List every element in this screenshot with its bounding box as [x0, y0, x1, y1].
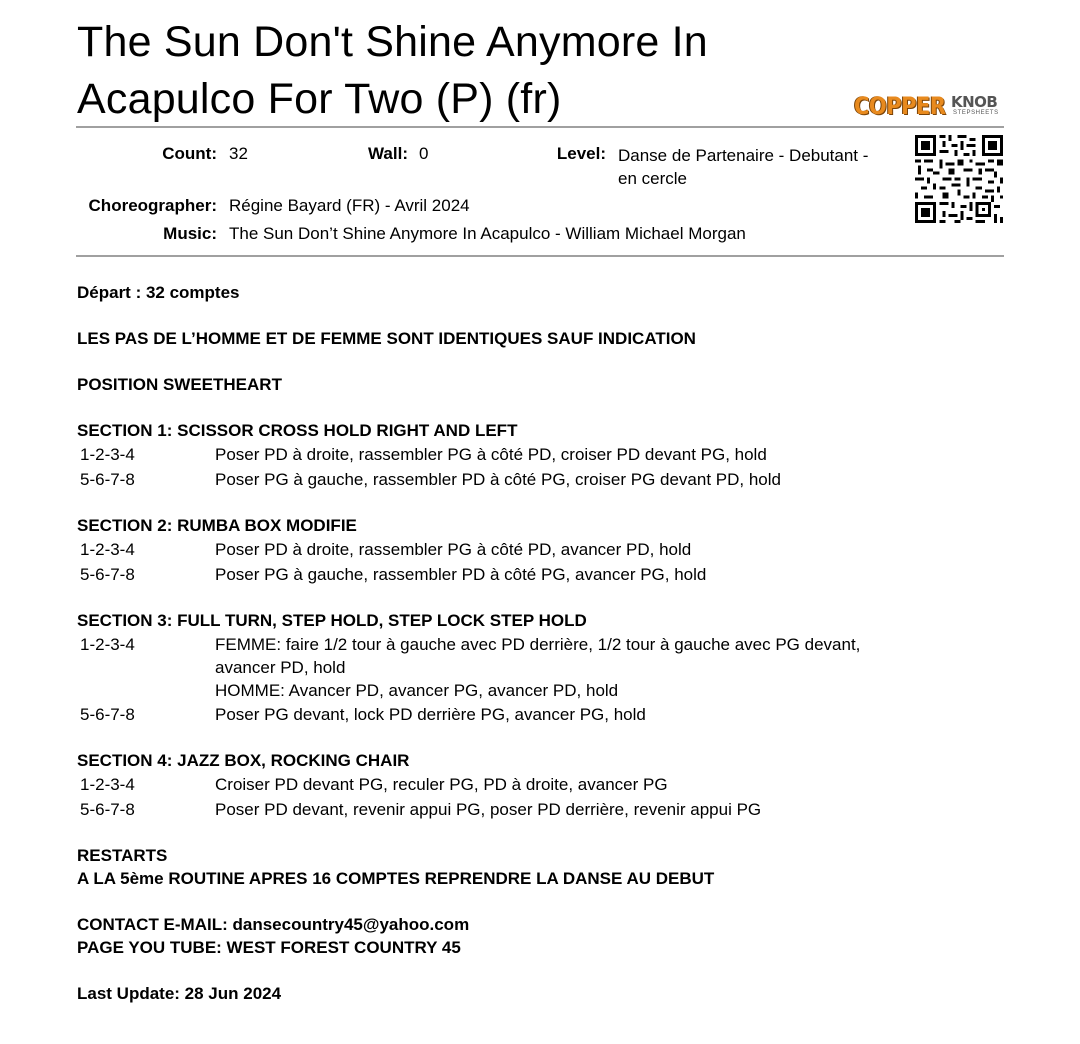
- level-line-2: en cercle: [618, 169, 687, 188]
- restarts-text: A LA 5ème ROUTINE APRES 16 COMPTES REPRENDRE LA DANSE AU DEBUT: [77, 869, 715, 888]
- intro-note: LES PAS DE L’HOMME ET DE FEMME SONT IDENTIQUES SAUF INDICATION: [77, 329, 696, 348]
- section-title: SECTION 2: RUMBA BOX MODIFIE: [77, 516, 357, 535]
- step-count: 5-6-7-8: [80, 470, 135, 489]
- step-count: 5-6-7-8: [80, 800, 135, 819]
- section: [77, 609, 997, 749]
- step-line: Poser PG à gauche, rassembler PD à côté PG, croiser PG devant PD, hold: [215, 470, 781, 489]
- step-count: 5-6-7-8: [80, 565, 135, 584]
- count-label: Count:: [162, 144, 217, 163]
- step-row: [77, 562, 997, 587]
- step-line: avancer PD, hold: [215, 658, 346, 677]
- step-row: [77, 537, 997, 562]
- copperknob-logo[interactable]: [854, 92, 1004, 120]
- logo-copper-text: COPPER: [854, 92, 946, 120]
- step-row: [77, 772, 997, 797]
- section-title: SECTION 4: JAZZ BOX, ROCKING CHAIR: [77, 751, 410, 770]
- step-count: 1-2-3-4: [80, 540, 135, 559]
- section-title: SECTION 3: FULL TURN, STEP HOLD, STEP LOCK STEP HOLD: [77, 611, 587, 630]
- section: [77, 419, 997, 514]
- step-count: 1-2-3-4: [80, 445, 135, 464]
- step-line: Poser PD devant, revenir appui PG, poser PD derrière, revenir appui PG: [215, 800, 762, 819]
- step-count: 5-6-7-8: [80, 705, 135, 724]
- music-label: Music:: [163, 224, 217, 243]
- sections-list: [77, 419, 997, 844]
- step-line: Poser PG à gauche, rassembler PD à côté PG, avancer PG, hold: [215, 565, 707, 584]
- last-update: Last Update: 28 Jun 2024: [77, 984, 282, 1003]
- step-row: [77, 467, 997, 492]
- step-line: Poser PG devant, lock PD derrière PG, avancer PG, hold: [215, 705, 646, 724]
- music-value: The Sun Don’t Shine Anymore In Acapulco - William Michael Morgan: [229, 224, 746, 243]
- section: [77, 514, 997, 609]
- contact-email: CONTACT E-MAIL: dansecountry45@yahoo.com: [77, 915, 470, 934]
- logo-tagline: STEPSHEETS: [953, 110, 999, 116]
- step-description: [215, 562, 997, 587]
- step-description: [215, 442, 997, 467]
- step-row: [77, 442, 997, 467]
- step-description: [215, 772, 997, 797]
- step-line: FEMME: faire 1/2 tour à gauche avec PD derrière, 1/2 tour à gauche avec PG devant,: [215, 635, 861, 654]
- section-title: SECTION 1: SCISSOR CROSS HOLD RIGHT AND LEFT: [77, 421, 518, 440]
- logo-knob-text: KNOB: [951, 93, 998, 111]
- wall-value: 0: [419, 144, 429, 163]
- step-count: 1-2-3-4: [80, 635, 135, 654]
- header-divider: [76, 126, 1004, 128]
- step-description: [215, 467, 997, 492]
- step-line: Poser PD à droite, rassembler PG à côté PD, croiser PD devant PG, hold: [215, 445, 767, 464]
- step-line: Croiser PD devant PG, reculer PG, PD à droite, avancer PG: [215, 775, 668, 794]
- step-row: [77, 797, 997, 822]
- count-value: 32: [229, 144, 248, 163]
- level-value: [618, 144, 868, 190]
- restarts-title: RESTARTS: [77, 846, 168, 865]
- step-description: [215, 702, 997, 727]
- step-row: [77, 702, 997, 727]
- choreographer-value: Régine Bayard (FR) - Avril 2024: [229, 196, 470, 215]
- wall-label: Wall:: [368, 144, 408, 163]
- choreographer-label: Choreographer:: [88, 196, 217, 215]
- step-count: 1-2-3-4: [80, 775, 135, 794]
- step-description: [215, 632, 997, 702]
- stepsheet-body: [77, 281, 997, 1005]
- depart-line: Départ : 32 comptes: [77, 283, 240, 302]
- contact-youtube: PAGE YOU TUBE: WEST FOREST COUNTRY 45: [77, 938, 461, 957]
- step-line: HOMME: Avancer PD, avancer PG, avancer PD, hold: [215, 681, 619, 700]
- step-row: [77, 632, 997, 702]
- meta-divider: [76, 255, 1004, 257]
- step-line: Poser PD à droite, rassembler PG à côté PD, avancer PD, hold: [215, 540, 692, 559]
- qr-code-icon[interactable]: [915, 135, 1003, 223]
- page-title: [77, 14, 837, 128]
- position-line: POSITION SWEETHEART: [77, 375, 282, 394]
- level-line-1: Danse de Partenaire - Debutant -: [618, 146, 869, 165]
- step-description: [215, 797, 997, 822]
- section: [77, 749, 997, 844]
- step-description: [215, 537, 997, 562]
- title-line-2: Acapulco For Two (P) (fr): [77, 75, 562, 123]
- level-label: Level:: [556, 144, 606, 163]
- title-line-1: The Sun Don't Shine Anymore In: [77, 18, 708, 66]
